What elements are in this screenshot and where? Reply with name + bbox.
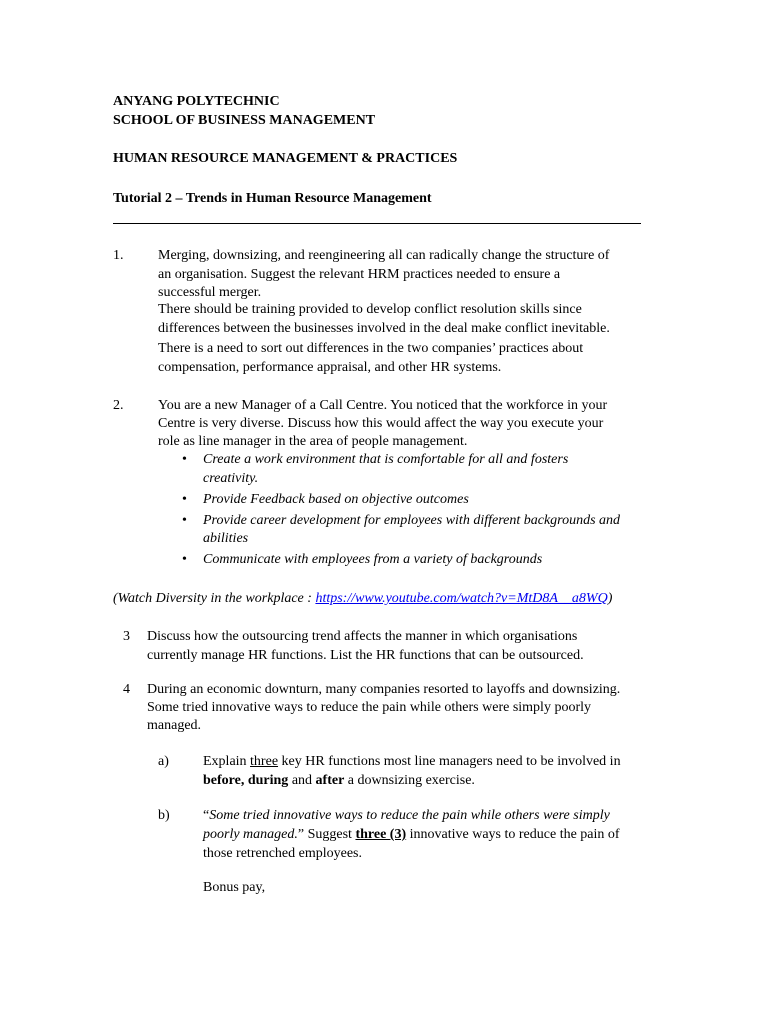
q2-question-line: You are a new Manager of a Call Centre. You noticed that the workforce in your [158, 398, 608, 413]
q4-number: 4 [123, 682, 130, 697]
q4a-text: a downsizing exercise. [344, 773, 475, 788]
q4-line: During an economic downturn, many companies resorted to layoffs and downsizing. [147, 682, 621, 697]
q4-line: managed. [147, 718, 202, 733]
q1-number: 1. [113, 248, 124, 263]
q4b-text: “ [203, 808, 210, 823]
q1-answer-line: There is a need to sort out differences in the two companies’ practices about [158, 341, 584, 356]
q1-question-line: successful merger. [158, 285, 262, 300]
q4b-text: ” Suggest [297, 827, 356, 842]
bullet-icon: • [182, 513, 187, 528]
q3-line: Discuss how the outsourcing trend affects the manner in which organisations [147, 629, 578, 644]
bullet-icon: • [182, 492, 187, 507]
q2-bullet-line: abilities [203, 531, 249, 546]
q1-question-line: Merging, downsizing, and reengineering all can radically change the structure of [158, 248, 610, 263]
q1-question-line: an organisation. Suggest the relevant HRM practices needed to ensure a [158, 267, 561, 282]
q4a-text: key HR functions most line managers need to be involved in [278, 754, 621, 769]
youtube-link[interactable]: https://www.youtube.com/watch?v=MtD8A__a8WQ [315, 591, 608, 606]
q2-bullet-line: creativity. [203, 471, 259, 486]
watch-suffix: ) [607, 591, 613, 606]
q4-line: Some tried innovative ways to reduce the pain while others were simply poorly [147, 700, 592, 715]
watch-note [113, 590, 612, 608]
q1-answer-line: compensation, performance appraisal, and other HR systems. [158, 360, 502, 375]
bullet-icon: • [182, 552, 187, 567]
q2-question-line: Centre is very diverse. Discuss how this would affect the way you execute your [158, 416, 604, 431]
institution-name: ANYANG POLYTECHNIC [113, 94, 280, 109]
q4b-emphasis: three (3) [355, 827, 407, 842]
q4b-quote: poorly managed. [203, 827, 298, 842]
q2-question-line: role as line manager in the area of people management. [158, 434, 468, 449]
module-title: HUMAN RESOURCE MANAGEMENT & PRACTICES [113, 151, 458, 166]
q4a-label: a) [158, 754, 169, 769]
q4b-text: innovative ways to reduce the pain of [406, 827, 620, 842]
q4a-line-1 [203, 753, 621, 771]
school-name: SCHOOL OF BUSINESS MANAGEMENT [113, 113, 376, 128]
q4b-answer: Bonus pay, [203, 880, 266, 895]
q4b-line-3: those retrenched employees. [203, 846, 362, 861]
q4a-emphasis: after [315, 773, 345, 788]
q4a-text: and [288, 773, 316, 788]
q4b-label: b) [158, 808, 170, 823]
q4a-line-2 [203, 772, 475, 790]
q4a-emphasis: before, during [203, 773, 289, 788]
watch-prefix: (Watch Diversity in the workplace : [113, 591, 316, 606]
q2-bullet-line: Communicate with employees from a variety of backgrounds [203, 552, 543, 567]
q4b-line-1 [203, 807, 610, 825]
bullet-icon: • [182, 452, 187, 467]
q2-bullet-line: Create a work environment that is comfortable for all and fosters [203, 452, 569, 467]
q3-line: currently manage HR functions. List the HR functions that can be outsourced. [147, 648, 584, 663]
header-divider [113, 223, 641, 224]
q2-number: 2. [113, 398, 124, 413]
q4b-line-2 [203, 826, 620, 844]
tutorial-title: Tutorial 2 – Trends in Human Resource Management [113, 191, 432, 206]
q4a-text: Explain [203, 754, 251, 769]
q1-answer-line: differences between the businesses involved in the deal make conflict inevitable. [158, 321, 610, 336]
q4b-quote: Some tried innovative ways to reduce the pain while others were simply [209, 808, 610, 823]
q4a-emphasis: three [250, 754, 279, 769]
q2-bullet-line: Provide career development for employees with different backgrounds and [203, 513, 621, 528]
q3-number: 3 [123, 629, 130, 644]
q1-answer-line: There should be training provided to develop conflict resolution skills since [158, 302, 582, 317]
q2-bullet-line: Provide Feedback based on objective outcomes [203, 492, 469, 507]
